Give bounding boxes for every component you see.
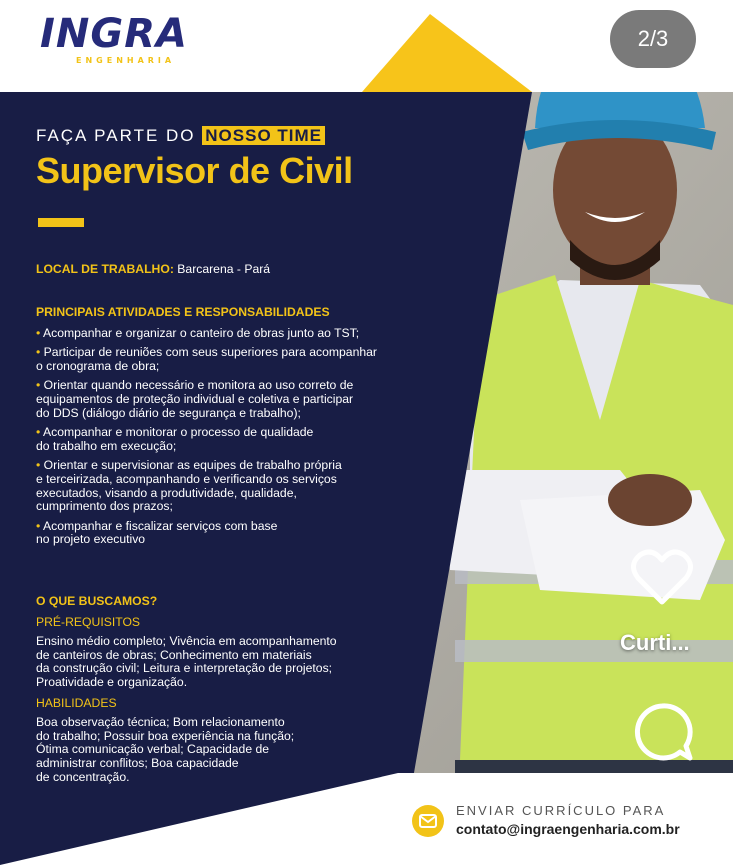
activity-line (36, 407, 377, 421)
activity-line (36, 327, 377, 341)
activity-line (36, 393, 377, 407)
prereq-title: PRÉ-REQUISITOS (36, 614, 141, 629)
text-line: de concentração. (36, 769, 130, 784)
text-line: Ensino médio completo; Vivência em acompanhamento (36, 634, 337, 649)
bullet-icon: • (36, 518, 43, 533)
bullet-icon: • (36, 458, 44, 473)
activity-line (36, 440, 377, 454)
activity-text: equipamentos de proteção individual e coletiva e participar (36, 391, 354, 406)
activity-text: Orientar e supervisionar as equipes de trabalho própria (43, 458, 342, 473)
contact-email[interactable]: contato@ingraengenharia.com.br (456, 821, 680, 837)
location-value: Barcarena - Pará (177, 262, 271, 276)
activity-text: cumprimento dos prazos; (36, 499, 173, 514)
like-label[interactable]: Curti... (620, 630, 690, 655)
send-cv-label: ENVIAR CURRÍCULO PARA (456, 803, 666, 818)
seeking-section (36, 595, 337, 784)
activity-item (36, 426, 377, 453)
activity-line (36, 379, 377, 393)
activity-text: o cronograma de obra; (36, 358, 160, 373)
skills-title: HABILIDADES (36, 695, 117, 710)
activity-text: Acompanhar e monitorar o processo de qualidade (42, 425, 314, 440)
location-line (36, 263, 270, 277)
activity-line (36, 346, 377, 360)
location-label: LOCAL DE TRABALHO: (36, 262, 174, 276)
activity-line (36, 473, 377, 487)
title-underline (38, 218, 84, 227)
mail-icon (412, 805, 444, 837)
bullet-icon: • (36, 345, 44, 360)
bullet-icon: • (36, 378, 44, 393)
logo-tagline: ENGENHARIA (76, 56, 176, 65)
seeking-title: O QUE BUSCAMOS? (36, 594, 158, 608)
activity-text: Acompanhar e organizar o canteiro de obras junto ao TST; (42, 325, 360, 340)
activity-text: executados, visando a produtividade, qualidade, (36, 485, 297, 500)
text-line: Boa observação técnica; Bom relacionamento (36, 715, 285, 730)
comment-bubble-icon[interactable] (630, 700, 694, 764)
activity-line (36, 487, 377, 501)
job-title: Supervisor de Civil (36, 150, 353, 191)
heart-icon[interactable] (630, 547, 694, 607)
activity-item (36, 346, 377, 373)
activity-item (36, 327, 377, 341)
activities-title: PRINCIPAIS ATIVIDADES E RESPONSABILIDADES (36, 305, 330, 319)
activity-line (36, 360, 377, 374)
heading-intro (36, 126, 325, 146)
text-line: Ótima comunicação verbal; Capacidade de (36, 742, 270, 757)
activity-text: Participar de reuniões com seus superiores para acompanhar (43, 345, 377, 360)
heading-intro-text: FAÇA PARTE DO (36, 126, 196, 145)
text-line: Proatividade e organização. (36, 674, 188, 689)
activity-item (36, 520, 377, 547)
bullet-icon: • (36, 425, 43, 440)
activity-text: do DDS (diálogo diário de segurança e trabalho); (36, 405, 301, 420)
text-line: de canteiros de obras; Conhecimento em materiais (36, 647, 312, 662)
text-line: administrar conflitos; Boa capacidade (36, 755, 239, 770)
activity-text: e terceirizada, acompanhando e verificando os serviços (36, 471, 337, 486)
activities-section (36, 306, 377, 553)
activity-text: do trabalho em execução; (36, 438, 177, 453)
activity-line (36, 459, 377, 473)
activity-text: no projeto executivo (36, 532, 146, 547)
activity-line (36, 520, 377, 534)
activity-line (36, 500, 377, 514)
skills-text (36, 716, 337, 784)
company-logo (40, 11, 188, 65)
logo-name: INGRA (40, 11, 188, 57)
activity-item (36, 379, 377, 420)
activity-item (36, 459, 377, 513)
text-line: da construção civil; Leitura e interpretação de projetos; (36, 661, 333, 676)
activity-line (36, 533, 377, 547)
bullet-icon: • (36, 325, 43, 340)
activity-text: Acompanhar e fiscalizar serviços com base (42, 518, 278, 533)
prereq-text (36, 635, 337, 689)
activity-line (36, 426, 377, 440)
heading-highlight: NOSSO TIME (202, 126, 325, 145)
activities-list (36, 327, 377, 547)
text-line: do trabalho; Possuir boa experiência na função; (36, 728, 295, 743)
image-pager: 2/3 (610, 10, 696, 68)
activity-text: Orientar quando necessário e monitora ao uso correto de (43, 378, 354, 393)
